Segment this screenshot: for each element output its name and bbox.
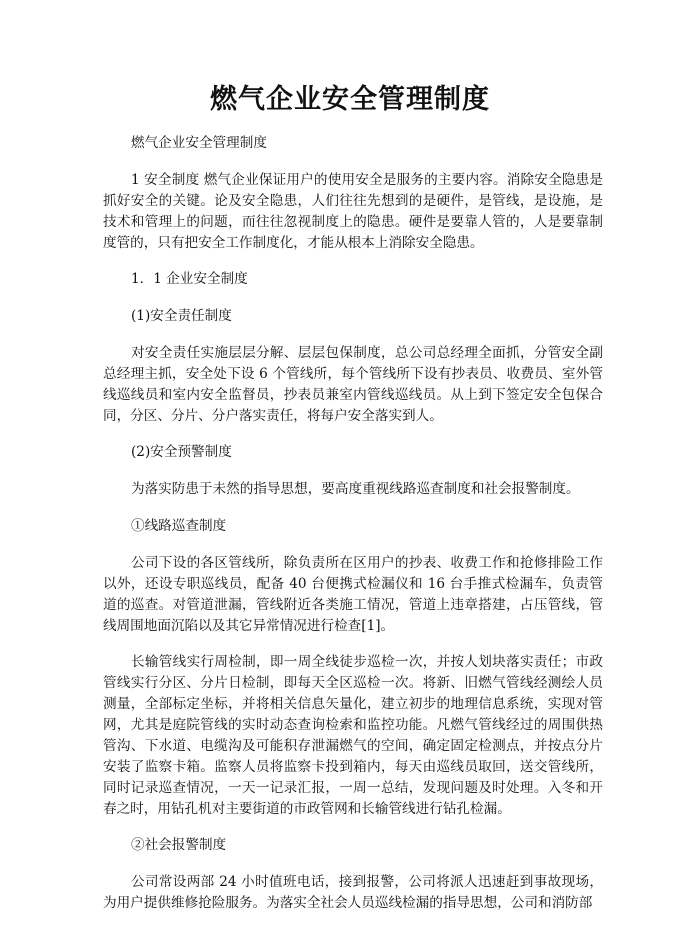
- body-paragraph: 公司常设两部 24 小时值班电话，接到报警，公司将派人迅速赶到事故现场，为用户提供维修抢险服务。为落实全社会人员巡线检漏的指导思想，公司和消防部: [103, 874, 603, 911]
- subsection-heading: ②社会报警制度: [131, 837, 227, 853]
- document-body: [103, 133, 603, 929]
- subsection-heading: (1)安全责任制度: [131, 308, 232, 324]
- document-title: 燃气企业安全管理制度: [210, 84, 490, 115]
- body-paragraph: 为落实防患于未然的指导思想，要高度重视线路巡查制度和社会报警制度。: [131, 481, 580, 497]
- subsection-heading: ①线路巡查制度: [131, 518, 227, 534]
- body-paragraph: 长输管线实行周检制，即一周全线徒步巡检一次，并按人划块落实责任；市政管线实行分区、分片日检制，即每天全区巡检一次。将新、旧燃气管线经测绘人员测量，全部标定坐标，并将相关信息矢量化，建立初步的地理信息系统，实现对管网，尤其是庭院管线的实时动态查询检索和监控功能。凡燃气管线经过的周围供热管沟、下水道、电缆沟及可能积存泄漏燃气的空间，确定固定检测点，并按点分片安装了监察卡箱。监察人员将监察卡投到箱内，每天由巡线员取回，送交管线所，同时记录巡查情况，一天一记录汇报，一周一总结，发现问题及时处理。入冬和开春之时，用钻孔机对主要街道的市政管网和长输管线进行钻孔检漏。: [103, 654, 603, 817]
- section-heading: 1．1 企业安全制度: [131, 271, 248, 287]
- body-paragraph: 1 安全制度 燃气企业保证用户的使用安全是服务的主要内容。消除安全隐患是抓好安全的关键。论及安全隐患，人们往往先想到的是硬件，是管线，是设施，是技术和管理上的问题，而往往忽视制度上的隐患。硬件是要靠人管的，人是要靠制度管的，只有把安全工作制度化，才能从根本上消除安全隐患。: [103, 172, 603, 251]
- body-paragraph: 公司下设的各区管线所，除负责所在区用户的抄表、收费工作和抢修排险工作以外，还设专职巡线员，配备 40 台便携式检漏仪和 16 台手推式检漏车，负责管道的巡查。对管道泄漏，管线附近各类施工情况，管道上违章搭建，占压管线，管线周围地面沉陷以及其它异常情况进行检查[1]。: [103, 555, 603, 634]
- subtitle-paragraph: 燃气企业安全管理制度: [131, 135, 267, 151]
- body-paragraph: 对安全责任实施层层分解、层层包保制度，总公司总经理全面抓，分管安全副总经理主抓，安全处下设 6 个管线所，每个管线所下设有抄表员、收费员、室外管线巡线员和室内安全监督员，抄表员兼室内管线巡线员。从上到下签定安全包保合同，分区、分片、分户落实责任，将每户安全落实到人。: [103, 345, 603, 424]
- subsection-heading: (2)安全预警制度: [131, 444, 232, 460]
